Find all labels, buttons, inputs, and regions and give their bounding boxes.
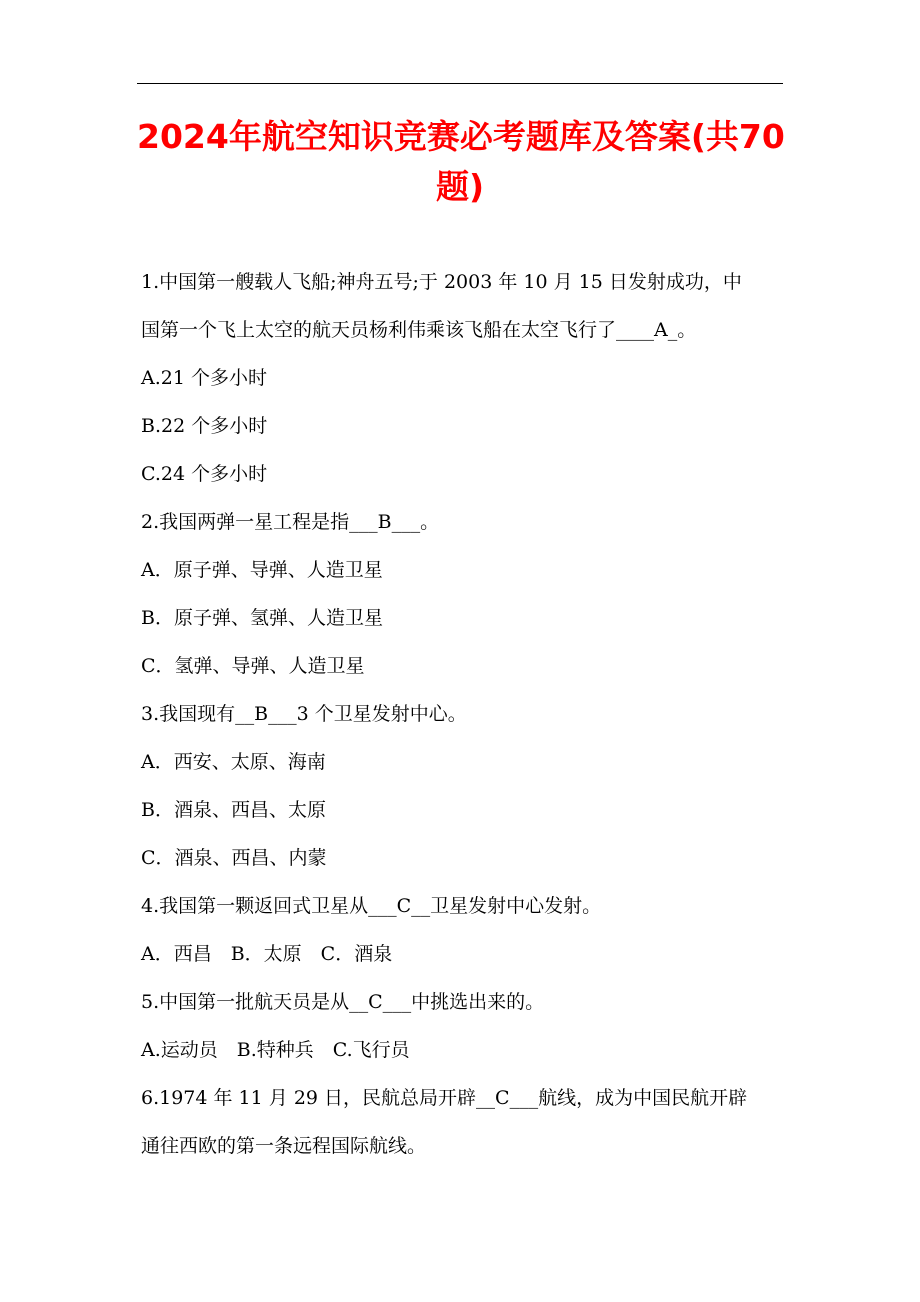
question-4: 4.我国第一颗返回式卫星从___C__卫星发射中心发射。 <box>141 895 602 917</box>
question-1-option-a: A.21 个多小时 <box>141 367 267 389</box>
question-6-line-1: 6.1974 年 11 月 29 日，民航总局开辟__C___航线，成为中国民航开辟 <box>141 1087 748 1109</box>
question-3-option-c: C．酒泉、西昌、内蒙 <box>141 847 327 869</box>
question-5: 5.中国第一批航天员是从__C___中挑选出来的。 <box>141 991 545 1013</box>
question-2-option-a: A．原子弹、导弹、人造卫星 <box>141 559 383 581</box>
title-line-1: 2024年航空知识竞赛必考题库及答案(共70 <box>137 117 785 156</box>
title-line-2: 题) <box>435 167 485 206</box>
question-2: 2.我国两弹一星工程是指___B___。 <box>141 511 440 533</box>
question-1-option-b: B.22 个多小时 <box>141 415 268 437</box>
question-6 <box>141 1074 786 1170</box>
question-1-line-2: 国第一个飞上太空的航天员杨利伟乘该飞船在太空飞行了____A_。 <box>141 319 697 341</box>
question-1 <box>141 258 786 354</box>
question-list <box>141 258 786 1170</box>
question-3-option-a: A．西安、太原、海南 <box>141 751 326 773</box>
question-2-option-b: B．原子弹、氢弹、人造卫星 <box>141 607 383 629</box>
header-rule <box>137 83 783 84</box>
question-4-options: A．西昌 B．太原 C．酒泉 <box>141 943 393 965</box>
document-title <box>137 112 783 212</box>
question-6-line-2: 通往西欧的第一条远程国际航线。 <box>141 1135 427 1157</box>
question-2-option-c: C．氢弹、导弹、人造卫星 <box>141 655 365 677</box>
question-3: 3.我国现有__B___3 个卫星发射中心。 <box>141 703 467 725</box>
question-1-option-c: C.24 个多小时 <box>141 463 268 485</box>
question-5-options: A.运动员 B.特种兵 C.飞行员 <box>141 1039 410 1061</box>
question-1-line-1: 1.中国第一艘载人飞船;神舟五号;于 2003 年 10 月 15 日发射成功，中 <box>141 271 742 293</box>
question-3-option-b: B．酒泉、西昌、太原 <box>141 799 326 821</box>
